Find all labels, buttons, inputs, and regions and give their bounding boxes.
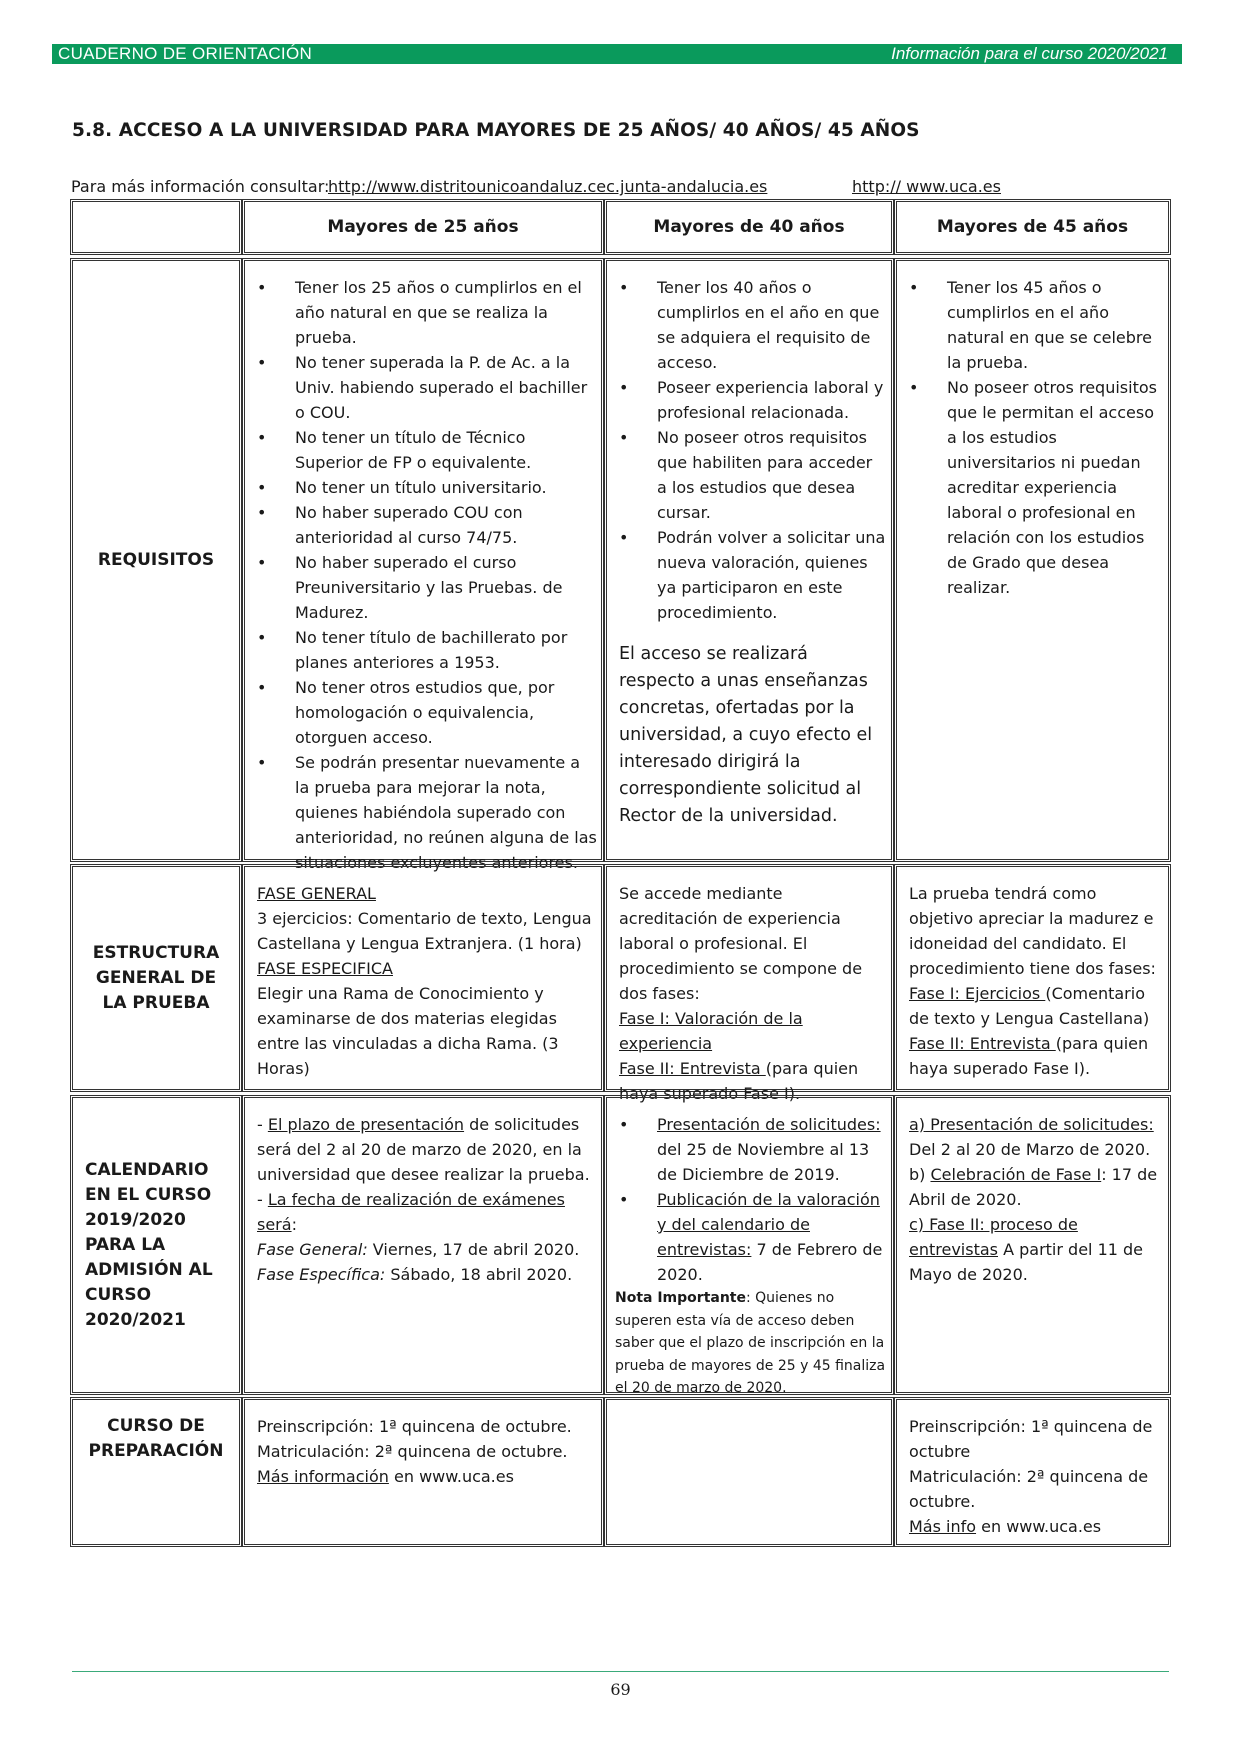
list-item: • No tener otros estudios que, por homologación o equivalencia, otorguen acceso. [245,675,597,750]
calendario-45-cell [894,1095,1171,1395]
estructura-40-cell [604,864,894,1103]
estructura-45-cell [894,864,1171,1092]
dash: - [257,1115,268,1134]
calendario-25-cell [242,1095,604,1395]
list-item: • Podrán volver a solicitar una nueva valoración, quienes ya participaron en este procedimiento. [607,525,887,625]
requisitos-40-list [607,275,891,625]
requisitos-40-note: El acceso se realizará respecto a unas enseñanzas concretas, ofertadas por la universidad, a cuyo efecto el interesado dirigirá la correspondiente solicitud al Rector de la universidad. [619,644,873,826]
estructura-45-fase1-line [909,981,1162,1031]
requisitos-25-list [245,275,601,875]
curso-45-cell [894,1397,1171,1547]
estructura-25-cell [242,864,604,1092]
curso-25-more-rest: en www.uca.es [388,1467,514,1486]
list-item: • No poseer otros requisitos que le permitan el acceso a los estudios universitarios ni puedan acreditar experiencia laboral o profesional en relación con los estudios de Grado que desea realizar. [897,375,1164,600]
calendario-25-plazo [257,1112,595,1187]
estructura-40-fase2-rest: (para quien haya superado Fase I). [619,1059,859,1103]
list-item: • No tener superada la P. de Ac. a la Univ. habiendo superado el bachiller o COU. [245,350,597,425]
list-item: • Poseer experiencia laboral y profesional relacionada. [607,375,887,425]
curso-45-more [909,1514,1162,1539]
list-item: • Se podrán presentar nuevamente a la prueba para mejorar la nota, quienes habiéndola superado con anterioridad, no reúnen alguna de las situaciones excluyentes anteriores. [245,750,597,875]
fase-especifica-date: Sábado, 18 abril 2020. [385,1265,573,1284]
list-item [607,1112,887,1187]
c-entrevistas: Fase II: proceso de entrevistas [909,1215,1078,1259]
presentacion-solicitudes: Presentación de solicitudes: [657,1115,881,1134]
link-uca[interactable]: http:// www.uca.es [852,177,1001,196]
calendario-25-fecha [257,1187,595,1237]
b-prefix: b) [909,1165,931,1184]
estructura-40-intro: Se accede mediante acreditación de experiencia laboral o profesional. El procedimiento se compone de dos fases: [619,884,863,1003]
dash: - [257,1190,268,1209]
header-bar [52,44,1182,64]
calendario-40-list [607,1112,891,1287]
estructura-40-fase2: Fase II: Entrevista [619,1059,766,1078]
header-left-title: CUADERNO DE ORIENTACIÓN [58,44,313,63]
info-label: Para más información consultar: [71,177,330,196]
presentacion-dates: del 25 de Noviembre al 13 de Diciembre de 2019. [657,1140,870,1184]
link-distrito-unico[interactable]: http://www.distritounicoandaluz.cec.junta-andalucia.es [328,177,768,196]
b-celebracion: Celebración de Fase I [930,1165,1102,1184]
plazo-rest: de solicitudes será del 2 al 20 de marzo de 2020, en la universidad que desee realizar la prueba. [257,1115,590,1184]
fase-especifica-label: Fase Específica: [257,1265,386,1284]
curso-45-preinscripcion: Preinscripción: 1ª quincena de octubre [909,1417,1153,1461]
a-prefix: a) [909,1115,926,1134]
info-line [71,177,1001,196]
estructura-40-fase1: Fase I: Valoración de la experiencia [619,1009,803,1053]
list-item: • No tener título de bachillerato por planes anteriores a 1953. [245,625,597,675]
column-header-25: Mayores de 25 años [242,199,604,255]
row-label-curso: CURSO DE PREPARACIÓN [70,1397,242,1547]
requisitos-40-cell [604,258,894,862]
plazo-presentacion: El plazo de presentación [267,1115,465,1134]
list-item: • Tener los 25 años o cumplirlos en el año natural en que se realiza la prueba. [245,275,597,350]
fase-general-label: Fase General: [257,1240,368,1259]
list-item: • Tener los 40 años o cumplirlos en el año en que se adquiera el requisito de acceso. [607,275,887,375]
calendario-40-cell [604,1095,894,1395]
publicacion-valoracion: Publicación de la valoración y del calendario de entrevistas: [657,1190,880,1259]
header-right-title: Información para el curso 2020/2021 [891,44,1168,63]
fecha-colon: : [291,1215,297,1234]
section-title: 5.8. ACCESO A LA UNIVERSIDAD PARA MAYORES DE 25 AÑOS/ 40 AÑOS/ 45 AÑOS [72,120,920,141]
requisitos-45-list [897,275,1168,600]
mas-info-link[interactable]: Más info [909,1517,977,1536]
nota-importante [607,1287,891,1400]
calendario-45-a [909,1112,1162,1162]
footer-divider [72,1671,1169,1672]
nota-label: Nota Importante [615,1290,746,1306]
calendario-45-c [909,1212,1162,1287]
curso-40-cell [604,1397,894,1547]
nota-text: : Quienes no superen esta vía de acceso deben saber que el plazo de inscripción en la prueba de mayores de 25 y 45 finaliza el 20 de marzo de 2020. [615,1290,886,1396]
calendario-45-b [909,1162,1162,1212]
b-date: : 17 de Abril de 2020. [909,1165,1158,1209]
list-item: • No poseer otros requisitos que habiliten para acceder a los estudios que desea cursar. [607,425,887,525]
estructura-45-fase2-rest: (para quien haya superado Fase I). [909,1034,1149,1078]
fase-general-date-line [257,1237,595,1262]
fase-general-date: Viernes, 17 de abril 2020. [367,1240,580,1259]
fase-general-title: FASE GENERAL [257,884,376,903]
row-label-calendario: CALENDARIO EN EL CURSO 2019/2020 PARA LA ADMISIÓN AL CURSO 2020/2021 [70,1095,242,1395]
page-number: 69 [610,1680,631,1699]
header-empty-cell [70,199,242,255]
curso-45-more-rest: en www.uca.es [976,1517,1102,1536]
requisitos-45-cell [894,258,1171,862]
fase-especifica-title: FASE ESPECIFICA [257,959,393,978]
column-header-45: Mayores de 45 años [894,199,1171,255]
c-prefix: c) [909,1215,925,1234]
list-item: • No haber superado el curso Preuniversitario y las Pruebas. de Madurez. [245,550,597,625]
publicacion-date: 7 de Febrero de 2020. [657,1240,883,1284]
estructura-45-fase2: Fase II: Entrevista [909,1034,1056,1053]
row-label-estructura: ESTRUCTURA GENERAL DE LA PRUEBA [70,864,242,1092]
curso-25-more [257,1464,595,1489]
list-item: • No tener un título de Técnico Superior de FP o equivalente. [245,425,597,475]
a-dates: Del 2 al 20 de Marzo de 2020. [909,1140,1151,1159]
column-header-40: Mayores de 40 años [604,199,894,255]
row-label-requisitos: REQUISITOS [70,258,242,862]
estructura-45-fase2-line [909,1031,1162,1081]
list-item: • No haber superado COU con anterioridad al curso 74/75. [245,500,597,550]
curso-25-matriculacion: Matriculación: 2ª quincena de octubre. [257,1442,568,1461]
estructura-45-intro: La prueba tendrá como objetivo apreciar la madurez e idoneidad del candidato. El procedimiento tiene dos fases: [909,884,1156,978]
a-presentacion: Presentación de solicitudes: [925,1115,1154,1134]
fecha-examenes: La fecha de realización de exámenes será [257,1190,565,1234]
c-date: A partir del 11 de Mayo de 2020. [909,1240,1144,1284]
mas-informacion-link[interactable]: Más información [257,1467,389,1486]
curso-45-matriculacion: Matriculación: 2ª quincena de octubre. [909,1467,1149,1511]
curso-25-cell [242,1397,604,1547]
fase-especifica-date-line [257,1262,595,1287]
list-item: • No tener un título universitario. [245,475,597,500]
estructura-45-fase1-rest: (Comentario de texto y Lengua Castellana) [909,984,1150,1028]
list-item [607,1187,887,1287]
fase-especifica-text: Elegir una Rama de Conocimiento y examinarse de dos materias elegidas entre las vinculadas a dicha Rama. (3 Horas) [257,984,559,1078]
list-item: • Tener los 45 años o cumplirlos en el año natural en que se celebre la prueba. [897,275,1164,375]
requisitos-25-cell [242,258,604,872]
fase-general-text: 3 ejercicios: Comentario de texto, Lengua Castellana y Lengua Extranjera. (1 hora) [257,909,592,953]
curso-25-preinscripcion: Preinscripción: 1ª quincena de octubre. [257,1417,572,1436]
estructura-45-fase1: Fase I: Ejercicios [909,984,1046,1003]
